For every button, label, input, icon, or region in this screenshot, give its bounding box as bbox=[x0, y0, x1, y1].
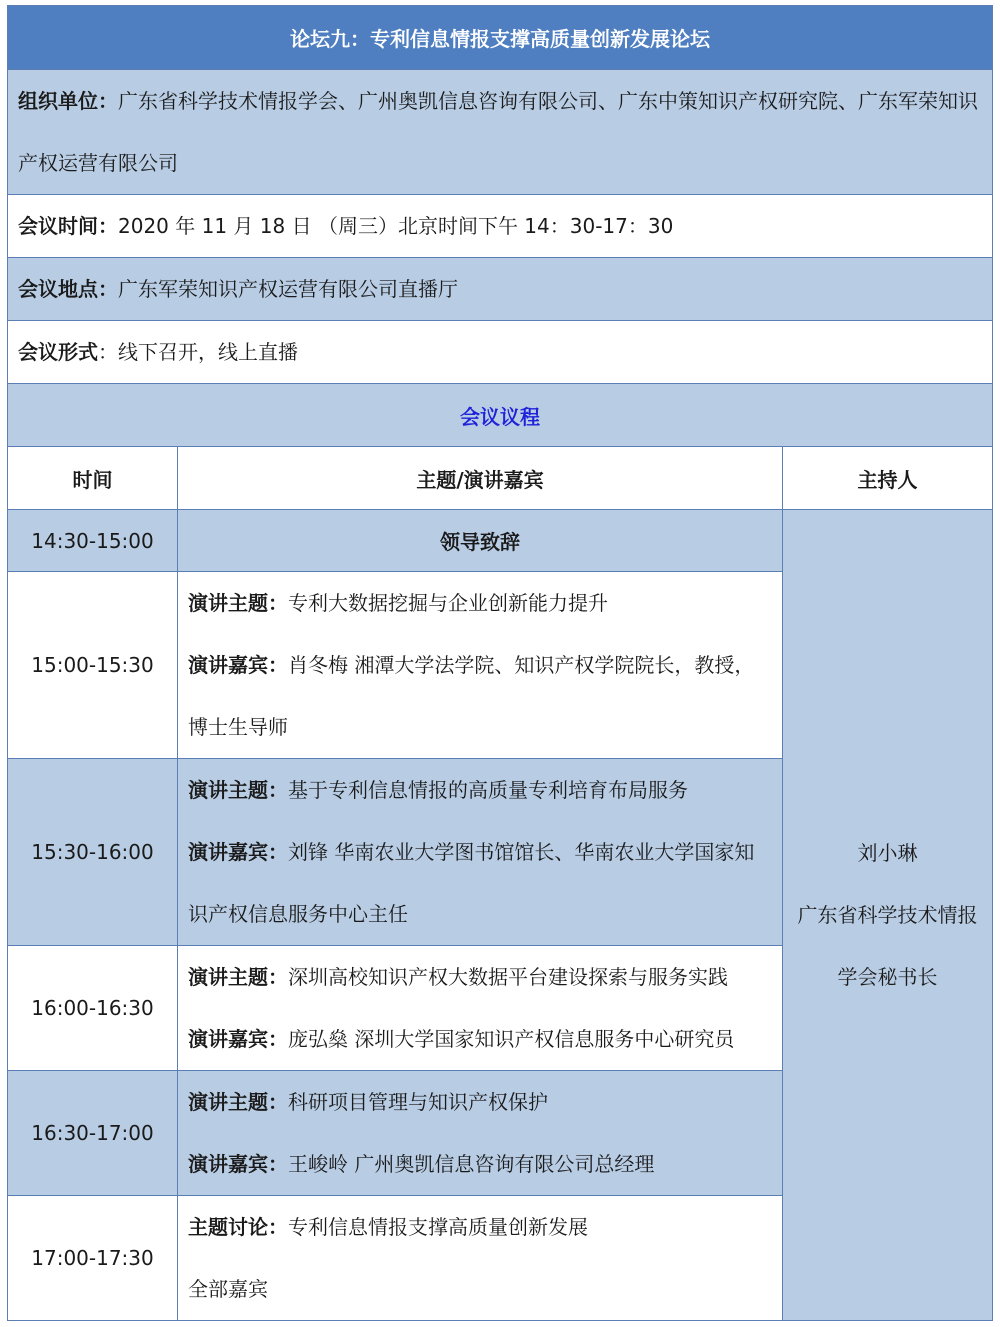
row-center-topic: 领导致辞 bbox=[178, 510, 783, 572]
header-topic: 主题/演讲嘉宾 bbox=[178, 447, 783, 510]
topic-label: 演讲主题： bbox=[188, 965, 288, 989]
row-talk bbox=[178, 759, 783, 946]
topic-label: 演讲主题： bbox=[188, 591, 288, 615]
topic-value: 科研项目管理与知识产权保护 bbox=[288, 1090, 548, 1114]
speaker-label: 演讲嘉宾： bbox=[188, 1027, 288, 1051]
format-row bbox=[8, 321, 993, 384]
speaker-label: 演讲嘉宾： bbox=[188, 653, 288, 677]
speaker-value: 肖冬梅 湘潭大学法学院、知识产权学院院长，教授，博士生导师 bbox=[188, 653, 755, 739]
host-name: 刘小琳 bbox=[857, 841, 918, 865]
talk-speaker bbox=[188, 1258, 772, 1320]
time-row bbox=[8, 195, 993, 258]
row-time: 15:30-16:00 bbox=[8, 759, 178, 946]
agenda-title: 会议议程 bbox=[8, 384, 993, 447]
header-host: 主持人 bbox=[783, 447, 993, 510]
topic-label: 主题讨论： bbox=[188, 1215, 288, 1239]
topic-value: 基于专利信息情报的高质量专利培育布局服务 bbox=[288, 778, 688, 802]
speaker-value: 王峻岭 广州奥凯信息咨询有限公司总经理 bbox=[288, 1152, 655, 1176]
talk-topic bbox=[188, 1071, 772, 1133]
row-talk bbox=[178, 946, 783, 1071]
topic-label: 演讲主题： bbox=[188, 778, 288, 802]
time-value: 2020 年 11 月 18 日 （周三）北京时间下午 14：30-17：30 bbox=[118, 214, 674, 238]
table-row bbox=[8, 510, 993, 572]
row-talk bbox=[178, 1196, 783, 1321]
talk-speaker bbox=[188, 1133, 772, 1195]
talk-topic bbox=[188, 759, 772, 821]
format-value: ：线下召开，线上直播 bbox=[98, 340, 298, 364]
location-row bbox=[8, 258, 993, 321]
speaker-label: 演讲嘉宾： bbox=[188, 840, 288, 864]
header-time: 时间 bbox=[8, 447, 178, 510]
row-talk bbox=[178, 1071, 783, 1196]
speaker-value: 庞弘燊 深圳大学国家知识产权信息服务中心研究员 bbox=[288, 1027, 735, 1051]
topic-value: 深圳高校知识产权大数据平台建设探索与服务实践 bbox=[288, 965, 728, 989]
talk-topic bbox=[188, 572, 772, 634]
talk-speaker bbox=[188, 821, 772, 945]
location-label: 会议地点： bbox=[18, 277, 118, 301]
location-value: 广东军荣知识产权运营有限公司直播厅 bbox=[118, 277, 458, 301]
row-time: 16:00-16:30 bbox=[8, 946, 178, 1071]
row-time: 16:30-17:00 bbox=[8, 1071, 178, 1196]
host-title: 广东省科学技术情报学会秘书长 bbox=[797, 903, 978, 989]
organizer-value: 广东省科学技术情报学会、广州奥凯信息咨询有限公司、广东中策知识产权研究院、广东军荣知识产权运营有限公司 bbox=[18, 89, 978, 175]
forum-table bbox=[7, 5, 993, 1321]
speaker-value: 全部嘉宾 bbox=[188, 1277, 268, 1301]
row-time: 15:00-15:30 bbox=[8, 572, 178, 759]
format-label: 会议形式 bbox=[18, 340, 98, 364]
row-talk bbox=[178, 572, 783, 759]
forum-title: 论坛九：专利信息情报支撑高质量创新发展论坛 bbox=[8, 6, 993, 70]
row-time: 14:30-15:00 bbox=[8, 510, 178, 572]
topic-value: 专利信息情报支撑高质量创新发展 bbox=[288, 1215, 588, 1239]
host-cell bbox=[783, 510, 993, 1321]
talk-speaker bbox=[188, 1008, 772, 1070]
talk-topic bbox=[188, 1196, 772, 1258]
talk-speaker bbox=[188, 634, 772, 758]
speaker-label: 演讲嘉宾： bbox=[188, 1152, 288, 1176]
time-label: 会议时间： bbox=[18, 214, 118, 238]
speaker-value: 刘锋 华南农业大学图书馆馆长、华南农业大学国家知识产权信息服务中心主任 bbox=[188, 840, 755, 926]
organizer-row bbox=[8, 70, 993, 195]
talk-topic bbox=[188, 946, 772, 1008]
organizer-label: 组织单位： bbox=[18, 89, 118, 113]
topic-value: 专利大数据挖掘与企业创新能力提升 bbox=[288, 591, 608, 615]
row-time: 17:00-17:30 bbox=[8, 1196, 178, 1321]
topic-label: 演讲主题： bbox=[188, 1090, 288, 1114]
